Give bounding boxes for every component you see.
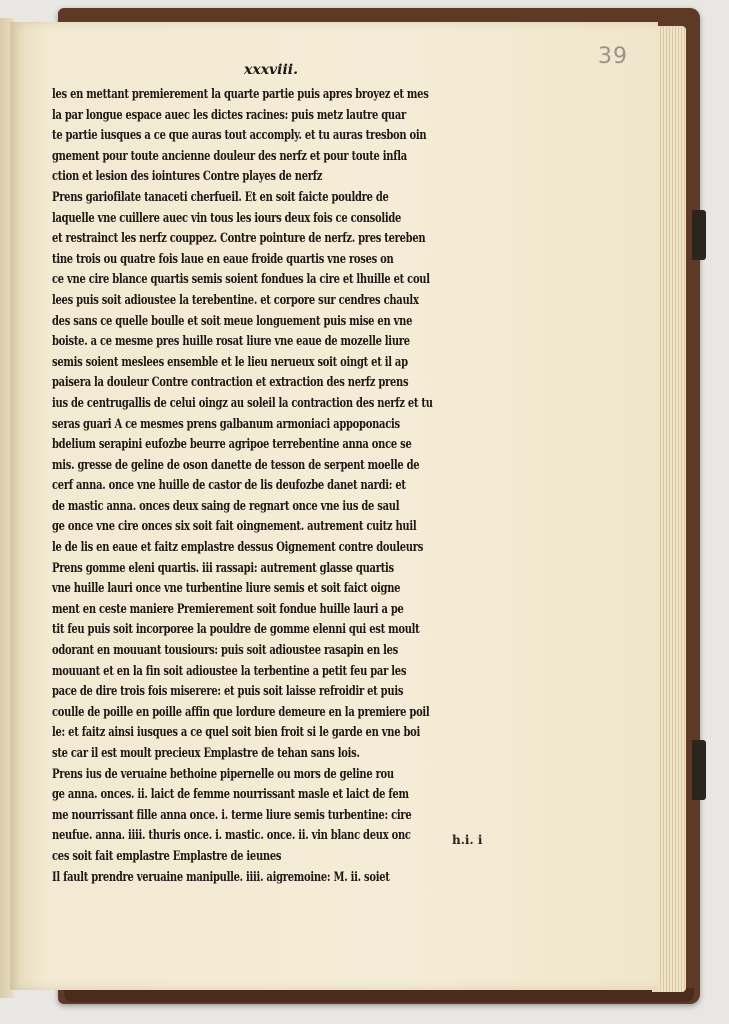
text-line: tit feu puis soit incorporee la pouldre de gomme elenni qui est moult — [52, 621, 420, 637]
text-line: ment en ceste maniere Premierement soit fondue huille lauri a pe — [52, 600, 404, 616]
signature-mark: h.i. i — [452, 833, 483, 847]
text-line: mouuant et en la fin soit adioustee la terbentine a petit feu par les — [52, 662, 407, 678]
text-line: de mastic anna. onces deux saing de regnart once vne ius de saul — [52, 497, 400, 513]
text-line: ius de centrugallis de celui oingz au soleil la contraction des nerfz et tu — [52, 394, 433, 410]
text-line: le de lis en eaue et faitz emplastre dessus Oignement contre douleurs — [52, 539, 424, 555]
text-line: ge anna. onces. ii. laict de femme nourrissant masle et laict de fem — [52, 786, 409, 802]
cover-bottom-edge — [64, 988, 694, 1002]
text-line: vne huille lauri once vne turbentine liure semis et soit faict oigne — [52, 580, 401, 596]
text-line: la par longue espace auec les dictes racines: puis metz lautre quar — [52, 106, 406, 122]
text-line: coulle de poille en poille affin que lordure demeure en la premiere poil — [52, 703, 430, 719]
text-line: le: et faitz ainsi iusques a ce quel soit bien froit si le garde en vne boi — [52, 724, 421, 740]
text-line: des sans ce quelle boulle et soit meue longuement puis mise en vne — [52, 312, 413, 328]
text-line: seras guari A ce mesmes prens galbanum armoniaci appoponacis — [52, 415, 400, 431]
text-line: ction et lesion des iointures Contre playes de nerfz — [52, 168, 323, 184]
text-line: Prens gomme eleni quartis. iii rassapi: autrement glasse quartis — [52, 559, 394, 575]
text-line: ces soit fait emplastre Emplastre de ieunes — [52, 847, 282, 863]
text-line: et restrainct les nerfz couppez. Contre pointure de nerfz. pres tereben — [52, 230, 426, 246]
text-line: gnement pour toute ancienne douleur des nerfz et pour toute infla — [52, 147, 407, 163]
text-line: neufue. anna. iiii. thuris once. i. mastic. once. ii. vin blanc deux onc — [52, 827, 411, 843]
text-line: Il fault prendre veruaine manipulle. iiii. aigremoine: M. ii. soiet — [52, 868, 390, 884]
text-line: me nourrissant fille anna once. i. terme liure semis turbentine: cire — [52, 806, 412, 822]
text-line: bdelium serapini eufozbe beurre agripoe terrebentine anna once se — [52, 436, 412, 452]
blackletter-text-block — [52, 84, 492, 887]
text-line: te partie iusques a ce que auras tout accomply. et tu auras tresbon oin — [52, 127, 427, 143]
text-line: cerf anna. once vne huille de castor de lis deufozbe danet nardi: et — [52, 477, 406, 493]
text-line: odorant en mouuant tousiours: puis soit adioustee rasapin en les — [52, 642, 398, 658]
text-line: les en mettant premierement la quarte partie puis apres broyez et mes — [52, 86, 429, 101]
text-line: Prens ius de veruaine bethoine pipernelle ou mors de geline rou — [52, 765, 394, 781]
text-line: ge once vne cire onces six soit fait oingnement. autrement cuitz huil — [52, 518, 417, 534]
text-line: laquelle vne cuillere auec vin tous les iours deux fois ce consolide — [52, 209, 402, 225]
text-line: paisera la douleur Contre contraction et extraction des nerfz prens — [52, 374, 409, 390]
page-tab-marker — [692, 740, 706, 800]
text-line: ce vne cire blance quartis semis soient fondues la cire et lhuille et coul — [52, 271, 430, 287]
text-line: Prens gariofilate tanaceti cherfueil. Et en soit faicte pouldre de — [52, 188, 389, 204]
text-line: lees puis soit adioustee la terebentine. et corpore sur cendres chaulx — [52, 291, 419, 307]
text-line: boiste. a ce mesme pres huille rosat liure vne eaue de mozelle liure — [52, 333, 410, 349]
text-line: pace de dire trois fois miserere: et puis soit laisse refroidir et puis — [52, 683, 404, 699]
pencil-folio-number: 39 — [598, 44, 628, 69]
running-head: xxxviii. — [244, 62, 299, 78]
text-line: mis. gresse de geline de oson danette de tesson de serpent moelle de — [52, 456, 420, 472]
text-line: semis soient meslees ensemble et le lieu nerueux soit oingt et il ap — [52, 353, 408, 369]
page-tab-marker — [692, 210, 706, 260]
text-line: tine trois ou quatre fois laue en eaue froide quartis vne roses on — [52, 250, 394, 266]
text-line: ste car il est moult precieux Emplastre de tehan sans lois. — [52, 745, 360, 760]
